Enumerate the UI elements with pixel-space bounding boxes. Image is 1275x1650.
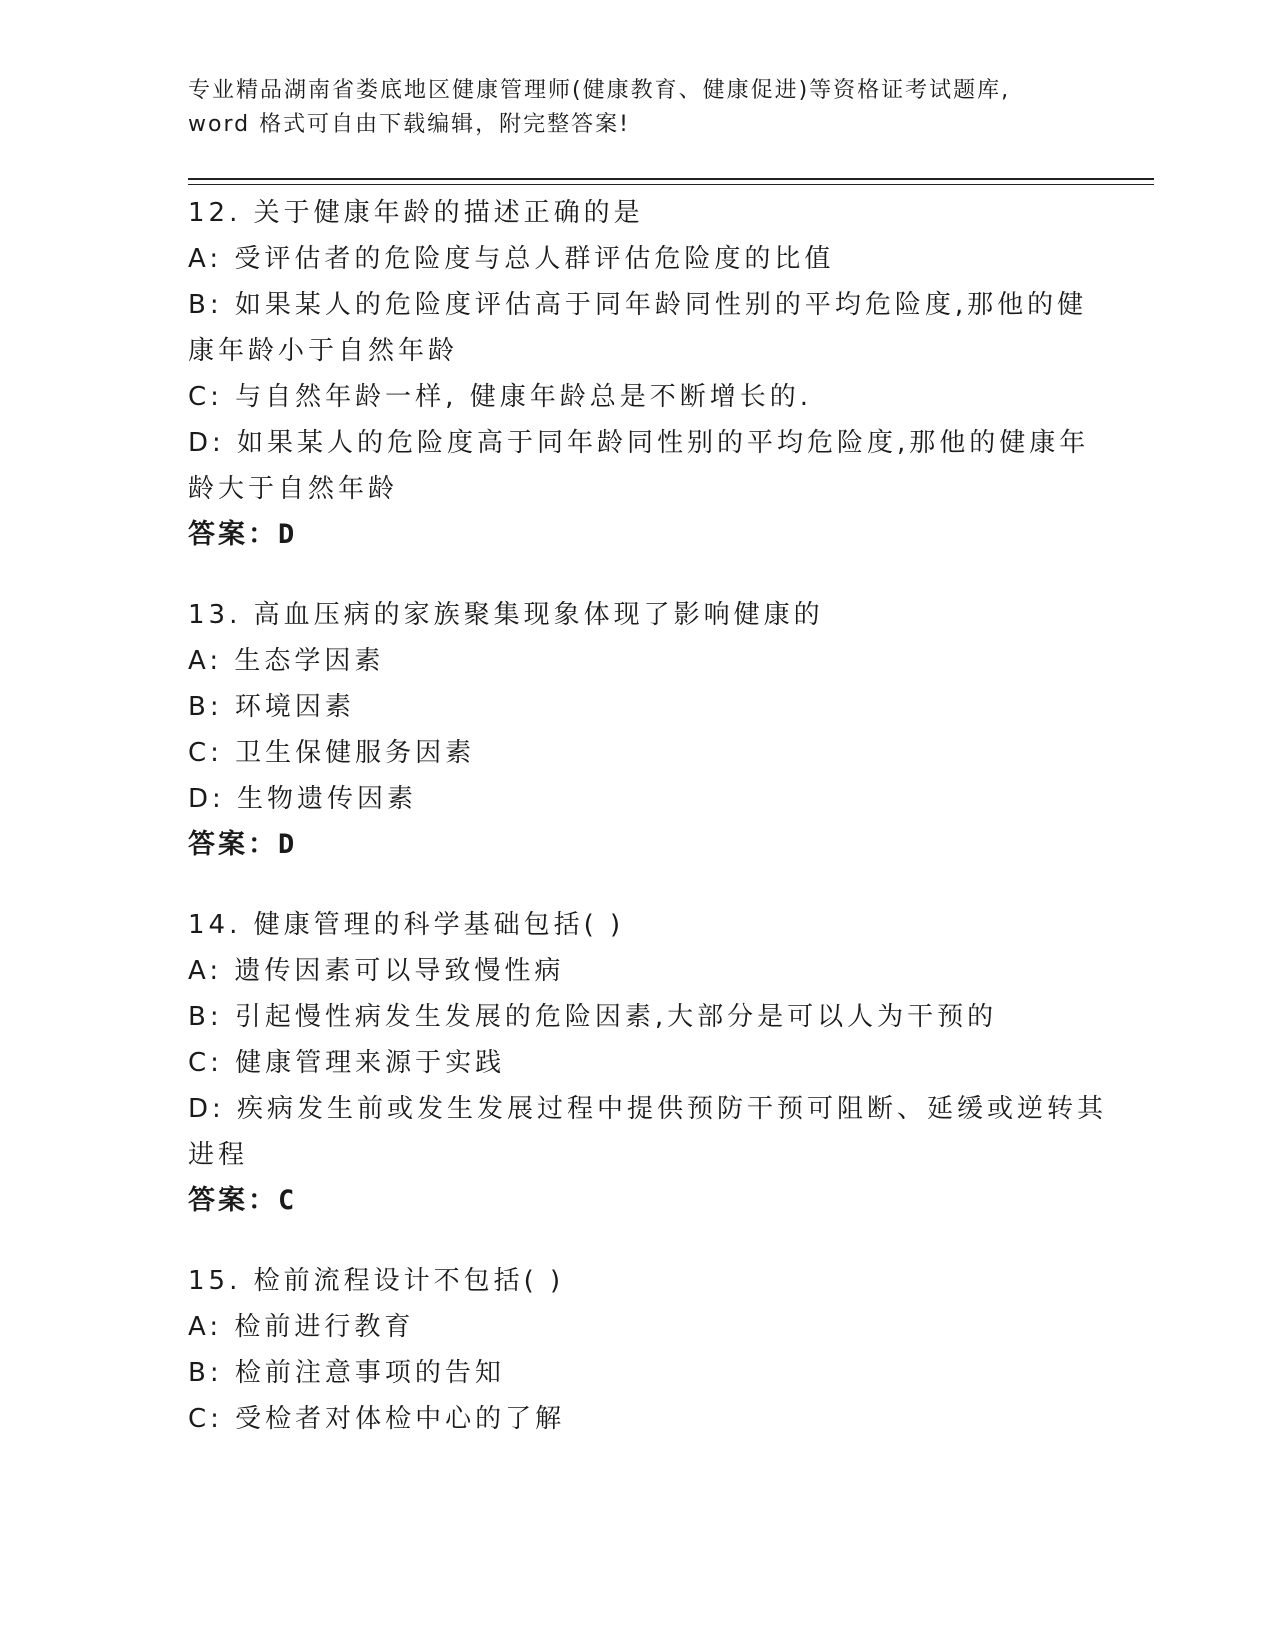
question-block [188,592,1088,868]
question-title: 15. 检前流程设计不包括( ) [188,1266,565,1296]
question-list [188,190,1108,1476]
option-line: C: 卫生保健服务因素 [188,738,476,768]
option-line: B: 如果某人的危险度评估高于同年龄同性别的平均危险度,那他的健 [188,290,1088,320]
answer-label: 答案： [188,1185,278,1216]
option-line: C: 受检者对体检中心的了解 [188,1404,566,1434]
option-line: A: 生态学因素 [188,646,385,676]
option-line: A: 检前进行教育 [188,1312,415,1342]
answer-label: 答案： [188,519,278,550]
answer-line [188,822,1088,868]
answer-value: C [278,1185,298,1216]
question-title: 14. 健康管理的科学基础包括( ) [188,910,625,940]
question-title: 12. 关于健康年龄的描述正确的是 [188,198,644,228]
document-header [188,74,1088,142]
answer-line [188,1178,1088,1224]
header-line-2: word 格式可自由下载编辑，附完整答案! [188,112,630,137]
answer-value: D [278,519,298,550]
option-line: D: 如果某人的危险度高于同年龄同性别的平均危险度,那他的健康年 [188,428,1090,458]
question-title: 13. 高血压病的家族聚集现象体现了影响健康的 [188,600,824,630]
option-line: C: 与自然年龄一样, 健康年龄总是不断增长的. [188,382,812,412]
header-divider-thin [188,184,1154,185]
option-line: A: 受评估者的危险度与总人群评估危险度的比值 [188,244,835,274]
answer-label: 答案： [188,829,278,860]
option-line: A: 遗传因素可以导致慢性病 [188,956,565,986]
question-block [188,902,1108,1224]
question-block [188,190,1088,558]
option-line: D: 生物遗传因素 [188,784,418,814]
option-line: 龄大于自然年龄 [188,474,399,504]
option-line: B: 引起慢性病发生发展的危险因素,大部分是可以人为干预的 [188,1002,998,1032]
option-line: D: 疾病发生前或发生发展过程中提供预防干预可阻断、延缓或逆转其 [188,1094,1108,1124]
question-block [188,1258,1088,1442]
option-line: B: 检前注意事项的告知 [188,1358,505,1388]
option-line: C: 健康管理来源于实践 [188,1048,506,1078]
option-line: 进程 [188,1140,249,1170]
option-line: B: 环境因素 [188,692,355,722]
option-line: 康年龄小于自然年龄 [188,336,459,366]
header-divider-thick [188,178,1154,180]
answer-value: D [278,829,298,860]
header-line-1: 专业精品湖南省娄底地区健康管理师(健康教育、健康促进)等资格证考试题库, [188,78,1011,103]
answer-line [188,512,1088,558]
